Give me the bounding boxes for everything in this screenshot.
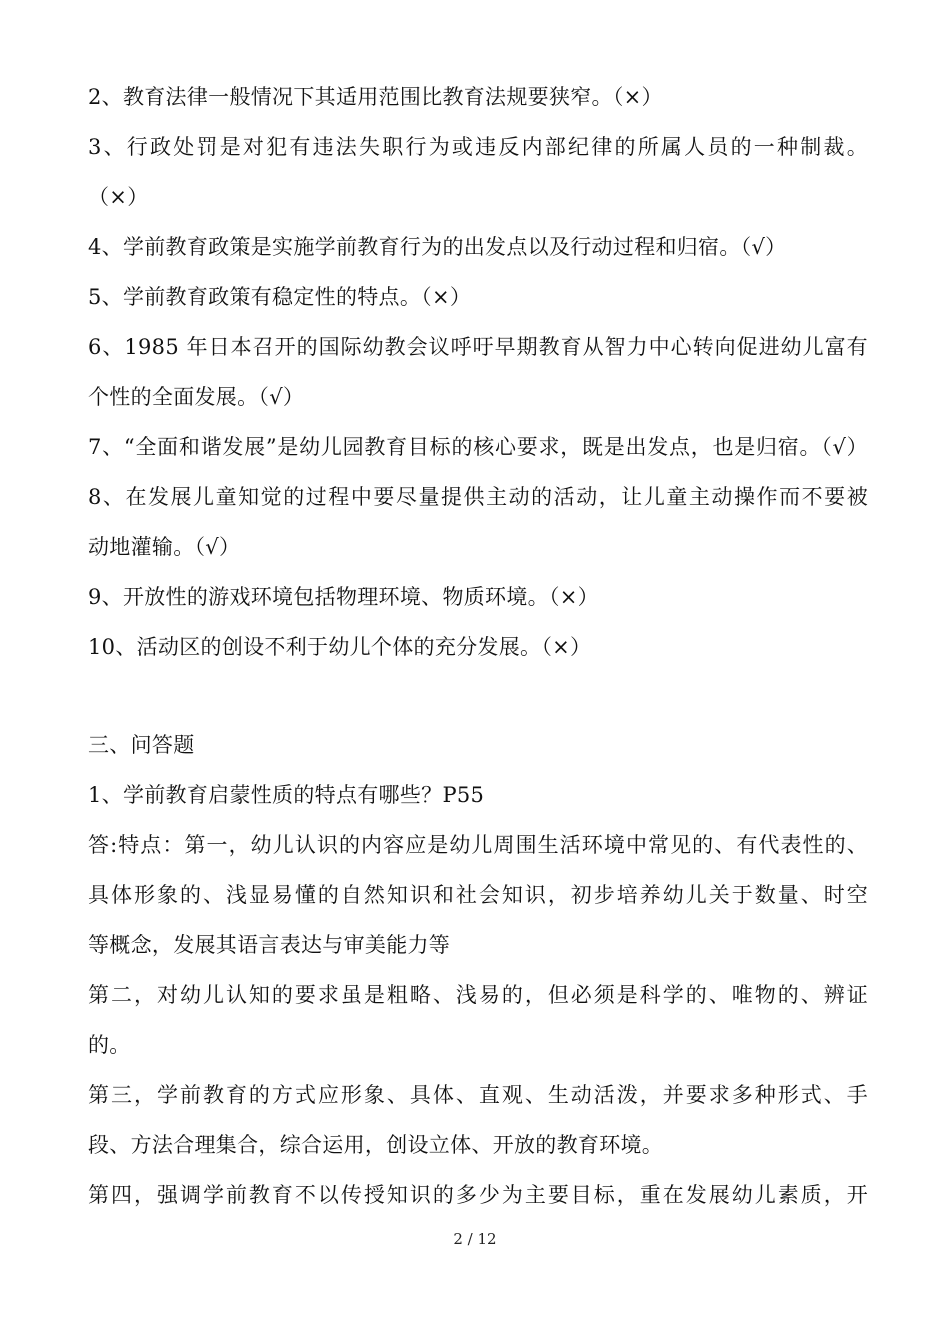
section-gap: [88, 672, 868, 720]
answer-line: 等概念，发展其语言表达与审美能力等: [88, 933, 451, 957]
answer-line: 答:特点：第一，幼儿认识的内容应是幼儿周围生活环境中常见的、有代表性的、: [88, 833, 868, 857]
judgement-item: 8、在发展儿童知觉的过程中要尽量提供主动的活动，让儿童主动操作而不要被: [88, 485, 868, 509]
judgement-item: 7、“全面和谐发展”是幼儿园教育目标的核心要求，既是出发点，也是归宿。（√）: [88, 435, 868, 459]
judgement-item: 2、教育法律一般情况下其适用范围比教育法规要狭窄。（×）: [88, 85, 663, 109]
judgement-item: 个性的全面发展。（√）: [88, 385, 305, 409]
judgement-item: 动地灌输。（√）: [88, 535, 241, 559]
judgement-item: 6、1985 年日本召开的国际幼教会议呼吁早期教育从智力中心转向促进幼儿富有: [88, 335, 868, 359]
answer-line: 段、方法合理集合，综合运用，创设立体、开放的教育环境。: [88, 1133, 664, 1157]
answer-line: 的。: [88, 1033, 131, 1057]
judgement-item: 9、开放性的游戏环境包括物理环境、物质环境。（×）: [88, 585, 599, 609]
question-text: 1、学前教育启蒙性质的特点有哪些？P55: [88, 783, 485, 807]
page-number: 2 / 12: [453, 1230, 497, 1248]
judgement-item: （×）: [88, 185, 149, 209]
judgement-item: 4、学前教育政策是实施学前教育行为的出发点以及行动过程和归宿。（√）: [88, 235, 787, 259]
answer-line: 具体形象的、浅显易懂的自然知识和社会知识，初步培养幼儿关于数量、时空: [88, 883, 868, 907]
document-page: [88, 72, 868, 1220]
judgement-item: 5、学前教育政策有稳定性的特点。（×）: [88, 285, 472, 309]
section-title: 三、问答题: [88, 733, 195, 757]
answer-line: 第三，学前教育的方式应形象、具体、直观、生动活泼，并要求多种形式、手: [88, 1083, 868, 1107]
answer-line: 第二，对幼儿认知的要求虽是粗略、浅易的，但必须是科学的、唯物的、辨证: [88, 983, 868, 1007]
judgement-item: 10、活动区的创设不利于幼儿个体的充分发展。（×）: [88, 635, 592, 659]
judgement-item: 3、行政处罚是对犯有违法失职行为或违反内部纪律的所属人员的一种制裁。: [88, 135, 868, 159]
answer-line: 第四，强调学前教育不以传授知识的多少为主要目标，重在发展幼儿素质，开: [88, 1183, 868, 1207]
